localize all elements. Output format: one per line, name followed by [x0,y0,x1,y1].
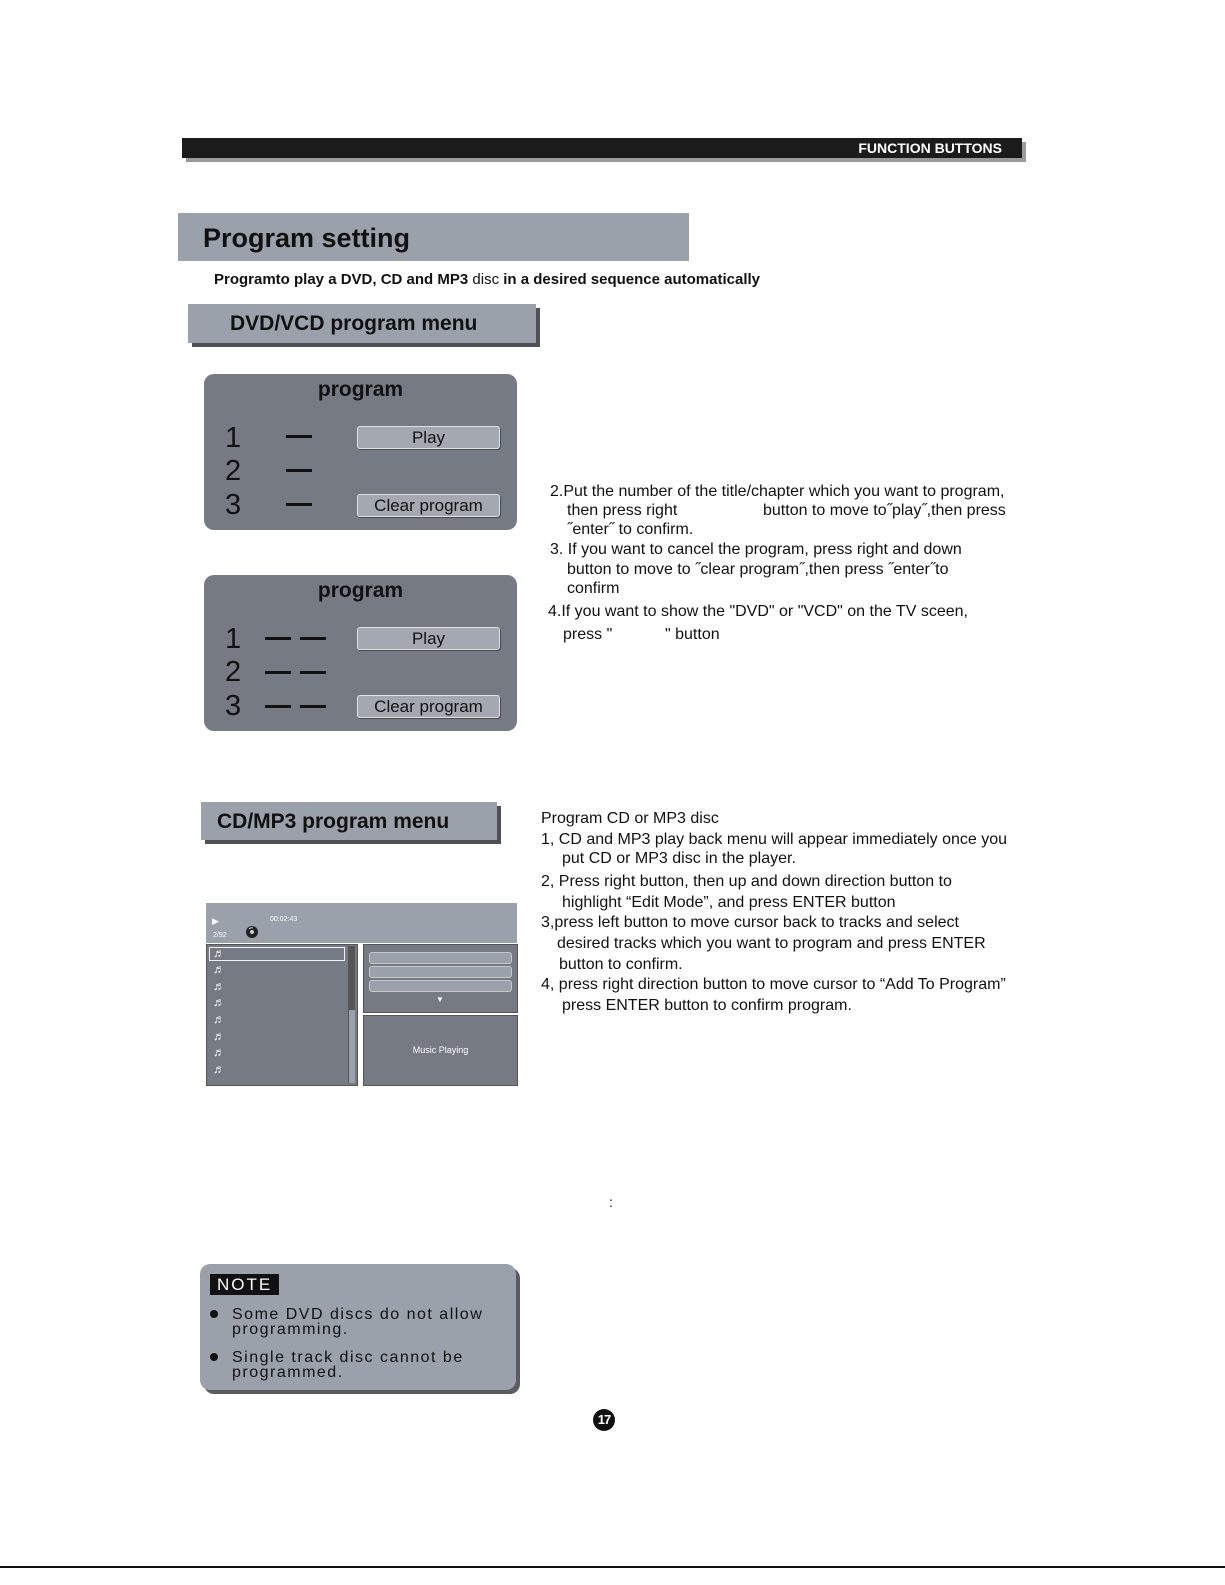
cd-step-4-line-1: 4, press right direction button to move cursor to “Add To Program” [541,976,1006,993]
program-panel-title: program [317,378,404,401]
dvd-step-2-line-2a: then press right [567,502,678,519]
dvd-step-2-line-1: 2.Put the number of the title/chapter which you want to program, [550,483,1005,500]
edit-option[interactable] [369,980,512,992]
dvd-step-2-line-3: ˝enter˝ to confirm. [567,521,694,538]
music-playing-status: Music Playing [412,1045,469,1055]
note-label: NOTE [210,1274,279,1295]
cd-step-4-line-2: press ENTER button to confirm program. [562,997,852,1014]
program-panel-title: program [317,579,404,602]
program-slot-dash[interactable] [300,637,326,640]
cd-status-bar [206,903,517,943]
play-button[interactable]: Play [357,627,500,650]
page-number: 17 [593,1409,615,1431]
cd-step-3-line-1: 3,press left button to move cursor back to tracks and select [541,914,959,931]
stray-colon: : [609,1194,613,1210]
clear-program-button[interactable]: Clear program [357,695,500,718]
cd-menu-banner [201,802,497,840]
disc-icon [245,925,259,939]
music-note-icon[interactable]: ♬ [213,979,225,993]
music-note-icon[interactable]: ♬ [213,946,225,960]
note-item-1-line-1: Some DVD discs do not allow [232,1306,484,1323]
track-list-scrollbar[interactable] [348,946,355,1083]
music-note-icon[interactable]: ♬ [213,1029,225,1043]
cd-step-2-line-1: 2, Press right button, then up and down direction button to [541,873,952,890]
program-row-number: 3 [225,690,242,722]
play-triangle-icon: ▶ [212,916,219,926]
program-row-number: 3 [225,489,242,521]
program-slot-dash[interactable] [265,671,291,674]
edit-options-panel [363,944,518,1013]
program-panel-single [204,374,517,530]
music-note-icon[interactable]: ♬ [213,962,225,976]
program-slot-dash[interactable] [286,469,312,472]
cd-step-3-line-2: desired tracks which you want to program and press ENTER [557,935,986,952]
dvd-step-3-line-3: confirm [567,580,620,597]
cd-step-1-line-1: 1, CD and MP3 play back menu will appear immediately once you [541,831,1008,848]
edit-option[interactable] [369,966,512,978]
playback-status-panel [363,1015,518,1086]
program-panel-double [204,575,517,731]
program-slot-dash[interactable] [265,705,291,708]
intro-part-a: Programto play a DVD, CD and MP3 [214,271,473,288]
dvd-menu-title: DVD/VCD program menu [230,312,478,335]
cd-menu-screen [206,903,517,1085]
program-slot-dash[interactable] [265,637,291,640]
section-title: Program setting [203,223,411,253]
note-bullet [210,1310,218,1318]
note-item-2-line-2: programmed. [232,1364,344,1381]
music-note-icon[interactable]: ♬ [213,1062,225,1076]
program-slot-dash[interactable] [300,671,326,674]
note-bullet [210,1353,218,1361]
program-row-number: 1 [225,623,242,655]
program-slot-dash[interactable] [286,435,312,438]
clear-program-button[interactable]: Clear program [357,494,500,517]
dvd-step-2-line-2b: button to move to˝play˝,then press [763,502,1006,519]
dvd-step-3-line-1: 3. If you want to cancel the program, press right and down [550,541,962,558]
track-cursor-highlight [209,947,345,961]
dvd-step-4-line-1: 4.If you want to show the "DVD" or "VCD" on the TV sceen, [548,603,968,620]
play-time: 00:02:43 [270,916,298,923]
music-note-icon[interactable]: ♬ [213,1012,225,1026]
music-note-icon[interactable]: ♬ [213,995,225,1009]
cd-menu-title: CD/MP3 program menu [217,810,450,833]
intro-part-c: in a desired sequence automatically [499,271,761,288]
program-slot-dash[interactable] [300,705,326,708]
note-item-1-line-2: programming. [232,1321,349,1338]
play-button[interactable]: Play [357,426,500,449]
track-list[interactable] [206,944,358,1086]
dvd-menu-banner [188,304,536,343]
cd-step-3-line-3: button to confirm. [559,956,683,973]
edit-option[interactable] [369,952,512,964]
track-count: 2/92 [213,932,227,939]
music-note-icon[interactable]: ♬ [213,1045,225,1059]
note-item-2-line-1: Single track disc cannot be [232,1349,464,1366]
cd-step-2-line-2: highlight “Edit Mode”, and press ENTER button [562,894,896,911]
cd-steps-heading: Program CD or MP3 disc [541,810,719,827]
program-row-number: 1 [225,422,242,454]
program-row-number: 2 [225,455,242,487]
cd-step-1-line-2: put CD or MP3 disc in the player. [562,850,796,867]
scrollbar-thumb[interactable] [349,946,355,1010]
section-banner [178,213,689,261]
intro-part-b: disc [472,271,500,288]
dvd-step-4-line-2a: press " [563,626,613,643]
dvd-step-4-line-2b: " button [665,626,720,643]
bottom-rule [0,1566,1225,1568]
program-slot-dash[interactable] [286,503,312,506]
header-label: FUNCTION BUTTONS [858,140,1002,156]
section-intro [214,271,760,288]
arrow-down-icon[interactable]: ▼ [436,995,444,1004]
note-box [200,1264,516,1390]
program-row-number: 2 [225,656,242,688]
dvd-step-3-line-2: button to move to ˝clear program˝,then press ˝enter˝to [567,561,949,578]
header-bar [182,138,1022,158]
